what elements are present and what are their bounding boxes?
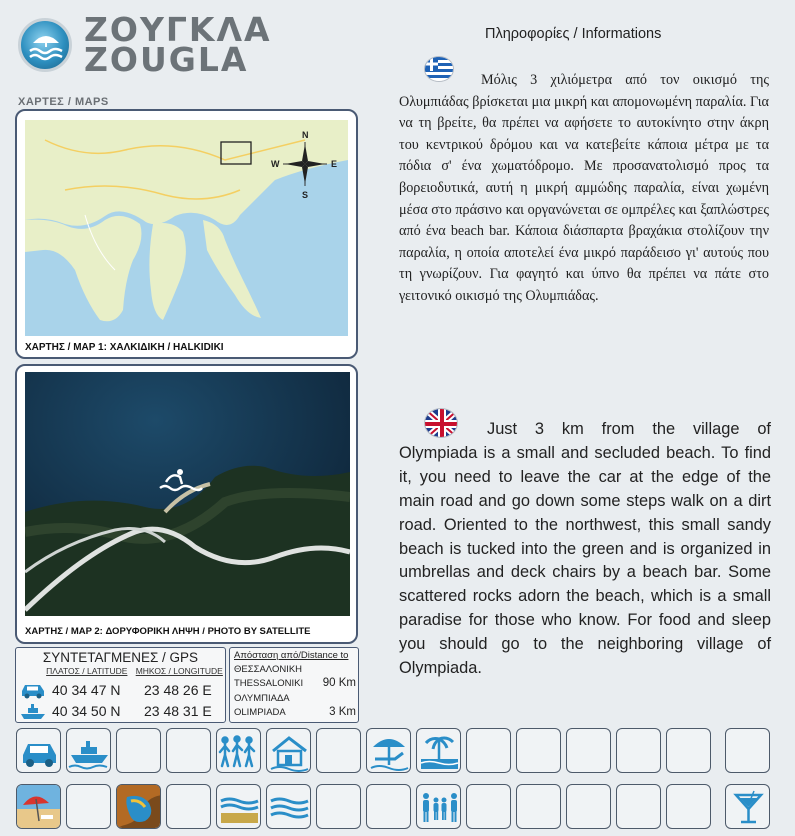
boat-latitude: 40 34 50 N [52,703,121,719]
satellite-photo[interactable] [25,372,350,616]
boat-access-icon[interactable] [66,728,111,773]
logo-latin-text: ZOUGLA [84,40,249,79]
info-title: Πληροφορίες / Informations [485,26,662,42]
empty-slot [366,784,411,829]
boat-icon [20,702,46,723]
compass-s: S [302,190,309,200]
amenities-row-2 [16,784,776,830]
empty-slot [566,784,611,829]
empty-slot [466,728,511,773]
logo-greek-text: ΖΟΥΓΚΛΑ [84,10,272,49]
distance-km: 90 Km [322,677,356,689]
car-longitude: 23 48 26 E [144,682,212,698]
empty-slot [616,728,661,773]
car-access-icon[interactable] [16,728,61,773]
map-2-panel [15,364,358,644]
distance-place-greek: ΘΕΣΣΑΛΟΝΙΚΗ [234,664,303,675]
cocktail-icon[interactable] [725,784,770,829]
distance-box [229,647,359,723]
compass-n: N [302,130,309,140]
water-waves-icon[interactable] [266,784,311,829]
gps-boat-row [20,702,226,722]
beach-umbrella-photo-icon[interactable] [16,784,61,829]
empty-slot [66,784,111,829]
empty-slot [166,784,211,829]
empty-slot [516,728,561,773]
boat-longitude: 23 48 31 E [144,703,212,719]
distance-row-olimpiada [234,693,356,718]
house-icon[interactable] [266,728,311,773]
beach-island-icon[interactable] [416,728,461,773]
distance-place-latin: OLIMPIADA [234,707,286,718]
umbrella-sunbed-icon[interactable] [366,728,411,773]
distance-place-latin: THESSALONIKI [234,678,304,689]
empty-slot [316,728,361,773]
empty-slot [466,784,511,829]
empty-slot [166,728,211,773]
compass-w: W [271,159,280,169]
map-2-caption: ΧΑΡΤΗΣ / MAP 2: ΔΟΡΥΦΟΡΙΚΗ ΛΗΨΗ / PHOTO BY SATELLITE [25,626,311,637]
empty-slot [116,728,161,773]
gps-box [15,647,226,723]
empty-slot [516,784,561,829]
empty-slot [616,784,661,829]
amenities-row-1 [16,728,776,774]
gps-car-row [20,681,226,701]
empty-slot [316,784,361,829]
distance-km: 3 Km [329,706,356,718]
compass-e: E [331,159,338,169]
gps-title: ΣΥΝΤΕΤΑΓΜΕΝΕΣ / GPS [42,650,199,665]
english-description: Just 3 km from the village of Olympiada is a small and secluded beach. To find it, you need to leave the car at the edge of the main road and go down some steps walk on a dirt road. Oriented to the northwest, this small sandy beach is tucked into the green and is organized in umbrellas and deck chairs by a beach bar. Some scattered rocks adorn the beach, which is a small paradise for those who know. For food and sleep you should go to the neighboring village of Olympiada. [399,420,771,678]
maps-heading: ΧΑΡΤΕΣ / MAPS [18,96,109,108]
empty-slot [666,784,711,829]
distance-place-greek: ΟΛΥΜΠΙΑΔΑ [234,693,290,704]
map-1-caption: ΧΑΡΤΗΣ / MAP 1: ΧΑΛΚΙΔΙΚΗ / HALKIDIKI [25,342,224,353]
sandy-beach-icon[interactable] [216,784,261,829]
longitude-label: ΜΗΚΟΣ / LONGITUDE [135,666,223,676]
latitude-label: ΠΛΑΤΟΣ / LATITUDE [46,666,128,676]
car-icon [20,681,46,702]
logo [18,10,298,79]
empty-slot [725,728,770,773]
greek-flag-icon [424,56,454,82]
empty-slot [666,728,711,773]
cove-icon[interactable] [116,784,161,829]
distance-title: Απόσταση από/Distance to [234,650,349,661]
distance-row-thessaloniki [234,664,356,689]
map-1-panel [15,109,358,359]
empty-slot [566,728,611,773]
beach-wave-logo-icon [18,18,72,72]
greek-description: Μόλις 3 χιλιόμετρα από τον οικισμό της Ολυμπιάδας βρίσκεται μια μικρή και απομονωμένη παραλία. Για να τη βρείτε, θα πρέπει να αφήσετε το αυτοκίνητο στην άκρη του κεντρικού δρόμου και να κατεβείτε κάποια μέτρα με τα πόδια σ' ένα χωματόδρομο. Με προσανατολισμό προς τα βορειοδυτικά, αυτή η μικρή αμμώδης παραλία, είναι χωμένη μέσα στο πράσινο και οργανώνεται σε ομπρέλες και ξαπλώστρες από ένα beach bar. Κάποια διάσπαρτα βραχάκια στολίζουν την παραλία, η οποία αποτελεί ένα μικρό παράδεισο γι' αυτούς που τη γνωρίζουν. Για φαγητό και ύπνο θα πρέπει να πάτε στο γειτονικό οικισμό της Ολυμπιάδας. [399,72,769,304]
family-icon[interactable] [416,784,461,829]
halkidiki-map[interactable] [25,120,348,336]
hiking-group-icon[interactable] [216,728,261,773]
car-latitude: 40 34 47 N [52,682,121,698]
uk-flag-icon [424,408,458,438]
